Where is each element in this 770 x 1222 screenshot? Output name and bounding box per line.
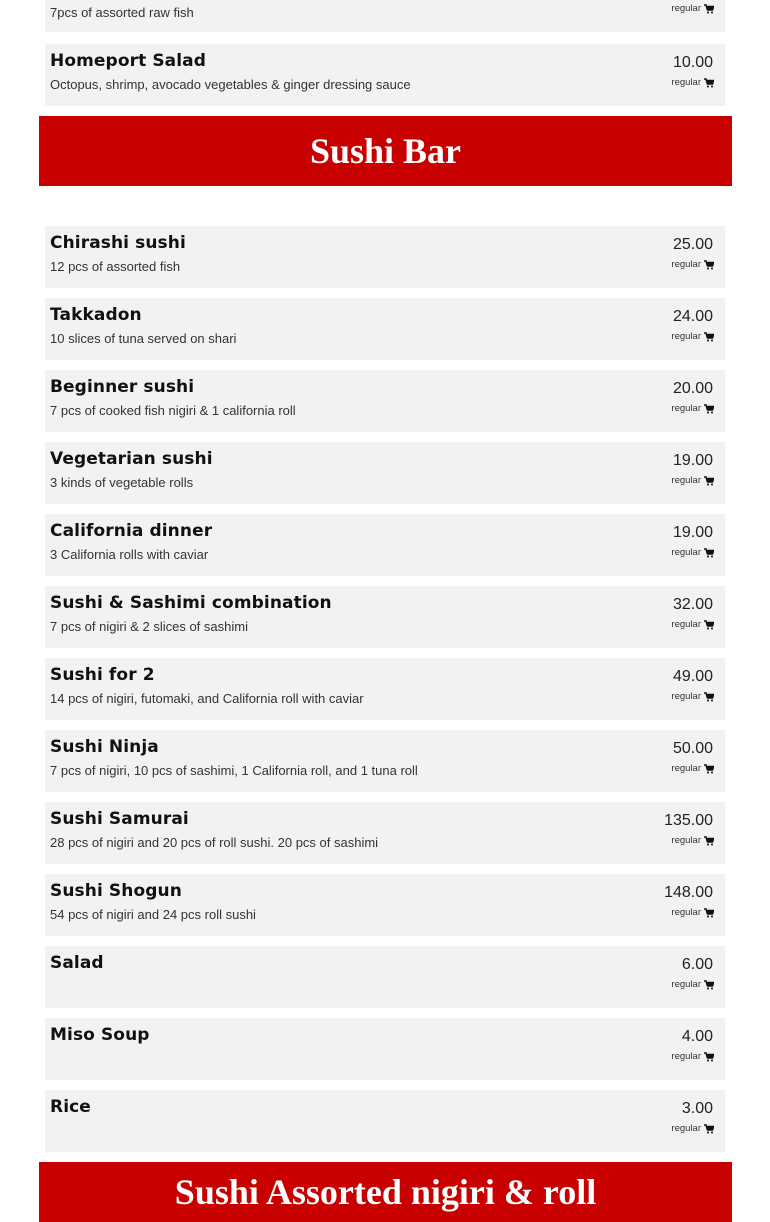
add-to-cart-regular[interactable] [671, 691, 714, 702]
item-name: Sushi Ninja [50, 737, 159, 757]
item-description: 14 pcs of nigiri, futomaki, and California roll with caviar [50, 691, 364, 706]
cart-icon [704, 836, 714, 846]
cart-icon [704, 260, 714, 270]
item-description: 54 pcs of nigiri and 24 pcs roll sushi [50, 907, 256, 922]
cart-icon [704, 332, 714, 342]
item-price: 6.00 [681, 956, 713, 973]
item-name: Homeport Salad [50, 51, 207, 71]
item-price: 49.00 [672, 668, 713, 685]
option-label: regular [671, 619, 701, 630]
item-description: 28 pcs of nigiri and 20 pcs of roll sushi. 20 pcs of sashimi [50, 835, 379, 850]
add-to-cart-regular[interactable] [671, 907, 714, 918]
item-price: 24.00 [672, 308, 713, 325]
item-price: 19.00 [672, 524, 713, 541]
menu-item [45, 802, 725, 864]
menu-item [45, 730, 725, 792]
item-price: 10.00 [672, 54, 713, 71]
section-title: Sushi Assorted nigiri & roll [174, 1172, 597, 1212]
cart-icon [704, 1052, 714, 1062]
item-name: Vegetarian sushi [50, 449, 213, 469]
add-to-cart-regular[interactable] [671, 763, 714, 774]
add-to-cart-regular[interactable] [671, 835, 714, 846]
option-label: regular [671, 1123, 701, 1134]
cart-icon [704, 980, 714, 990]
item-description: 7 pcs of nigiri & 2 slices of sashimi [50, 619, 248, 634]
menu-item [45, 1018, 725, 1080]
item-price: 20.00 [672, 380, 713, 397]
add-to-cart-regular[interactable] [671, 77, 714, 88]
cart-icon [704, 692, 714, 702]
menu-item [45, 1090, 725, 1152]
menu-item [45, 370, 725, 432]
menu-item [45, 442, 725, 504]
menu-item [45, 586, 725, 648]
add-to-cart-regular[interactable] [671, 259, 714, 270]
menu-item [45, 44, 725, 106]
cart-icon [704, 4, 714, 14]
item-price: 50.00 [672, 740, 713, 757]
option-label: regular [671, 1051, 701, 1062]
item-description: Octopus, shrimp, avocado vegetables & ginger dressing sauce [50, 77, 411, 92]
item-name: Chirashi sushi [50, 233, 186, 253]
item-description: 10 slices of tuna served on shari [50, 331, 237, 346]
item-name: Takkadon [50, 305, 142, 325]
item-price: 32.00 [672, 596, 713, 613]
item-name: Salad [50, 953, 104, 973]
option-label: regular [671, 3, 701, 14]
section-header-sushi-assorted [39, 1162, 732, 1222]
add-to-cart-regular[interactable] [671, 3, 714, 14]
item-price: 19.00 [672, 452, 713, 469]
option-label: regular [671, 547, 701, 558]
option-label: regular [671, 331, 701, 342]
add-to-cart-regular[interactable] [671, 475, 714, 486]
add-to-cart-regular[interactable] [671, 1051, 714, 1062]
item-price: 135.00 [664, 812, 713, 829]
add-to-cart-regular[interactable] [671, 547, 714, 558]
cart-icon [704, 404, 714, 414]
item-name: Rice [50, 1097, 91, 1117]
add-to-cart-regular[interactable] [671, 1123, 714, 1134]
cart-icon [704, 620, 714, 630]
cart-icon [704, 764, 714, 774]
menu-item [45, 226, 725, 288]
option-label: regular [671, 763, 701, 774]
option-label: regular [671, 77, 701, 88]
option-label: regular [671, 835, 701, 846]
item-name: Sushi & Sashimi combination [50, 593, 332, 613]
menu-item [45, 0, 725, 32]
item-name: Beginner sushi [50, 377, 195, 397]
menu-item [45, 658, 725, 720]
add-to-cart-regular[interactable] [671, 619, 714, 630]
add-to-cart-regular[interactable] [671, 979, 714, 990]
menu-item [45, 298, 725, 360]
item-description: 7 pcs of cooked fish nigiri & 1 california roll [50, 403, 296, 418]
item-description: 3 kinds of vegetable rolls [50, 475, 194, 490]
menu-item [45, 874, 725, 936]
item-name: Sushi for 2 [50, 665, 155, 685]
menu-item [45, 946, 725, 1008]
item-description: 12 pcs of assorted fish [50, 259, 181, 274]
option-label: regular [671, 907, 701, 918]
item-name: California dinner [50, 521, 213, 541]
item-name: Sushi Samurai [50, 809, 189, 829]
item-description: 3 California rolls with caviar [50, 547, 209, 562]
item-name: Sushi Shogun [50, 881, 182, 901]
item-name: Miso Soup [50, 1025, 150, 1045]
item-price: 148.00 [664, 884, 713, 901]
option-label: regular [671, 979, 701, 990]
cart-icon [704, 548, 714, 558]
add-to-cart-regular[interactable] [671, 403, 714, 414]
option-label: regular [671, 475, 701, 486]
section-header-sushi-bar [39, 116, 732, 186]
section-title: Sushi Bar [309, 131, 462, 171]
item-price: 25.00 [672, 236, 713, 253]
item-price: 4.00 [681, 1028, 713, 1045]
option-label: regular [671, 403, 701, 414]
item-description: 7 pcs of nigiri, 10 pcs of sashimi, 1 California roll, and 1 tuna roll [50, 763, 418, 778]
cart-icon [704, 476, 714, 486]
cart-icon [704, 908, 714, 918]
menu-item [45, 514, 725, 576]
item-description: 7pcs of assorted raw fish [50, 5, 194, 20]
add-to-cart-regular[interactable] [671, 331, 714, 342]
cart-icon [704, 1124, 714, 1134]
option-label: regular [671, 259, 701, 270]
cart-icon [704, 78, 714, 88]
option-label: regular [671, 691, 701, 702]
item-price: 3.00 [681, 1100, 713, 1117]
